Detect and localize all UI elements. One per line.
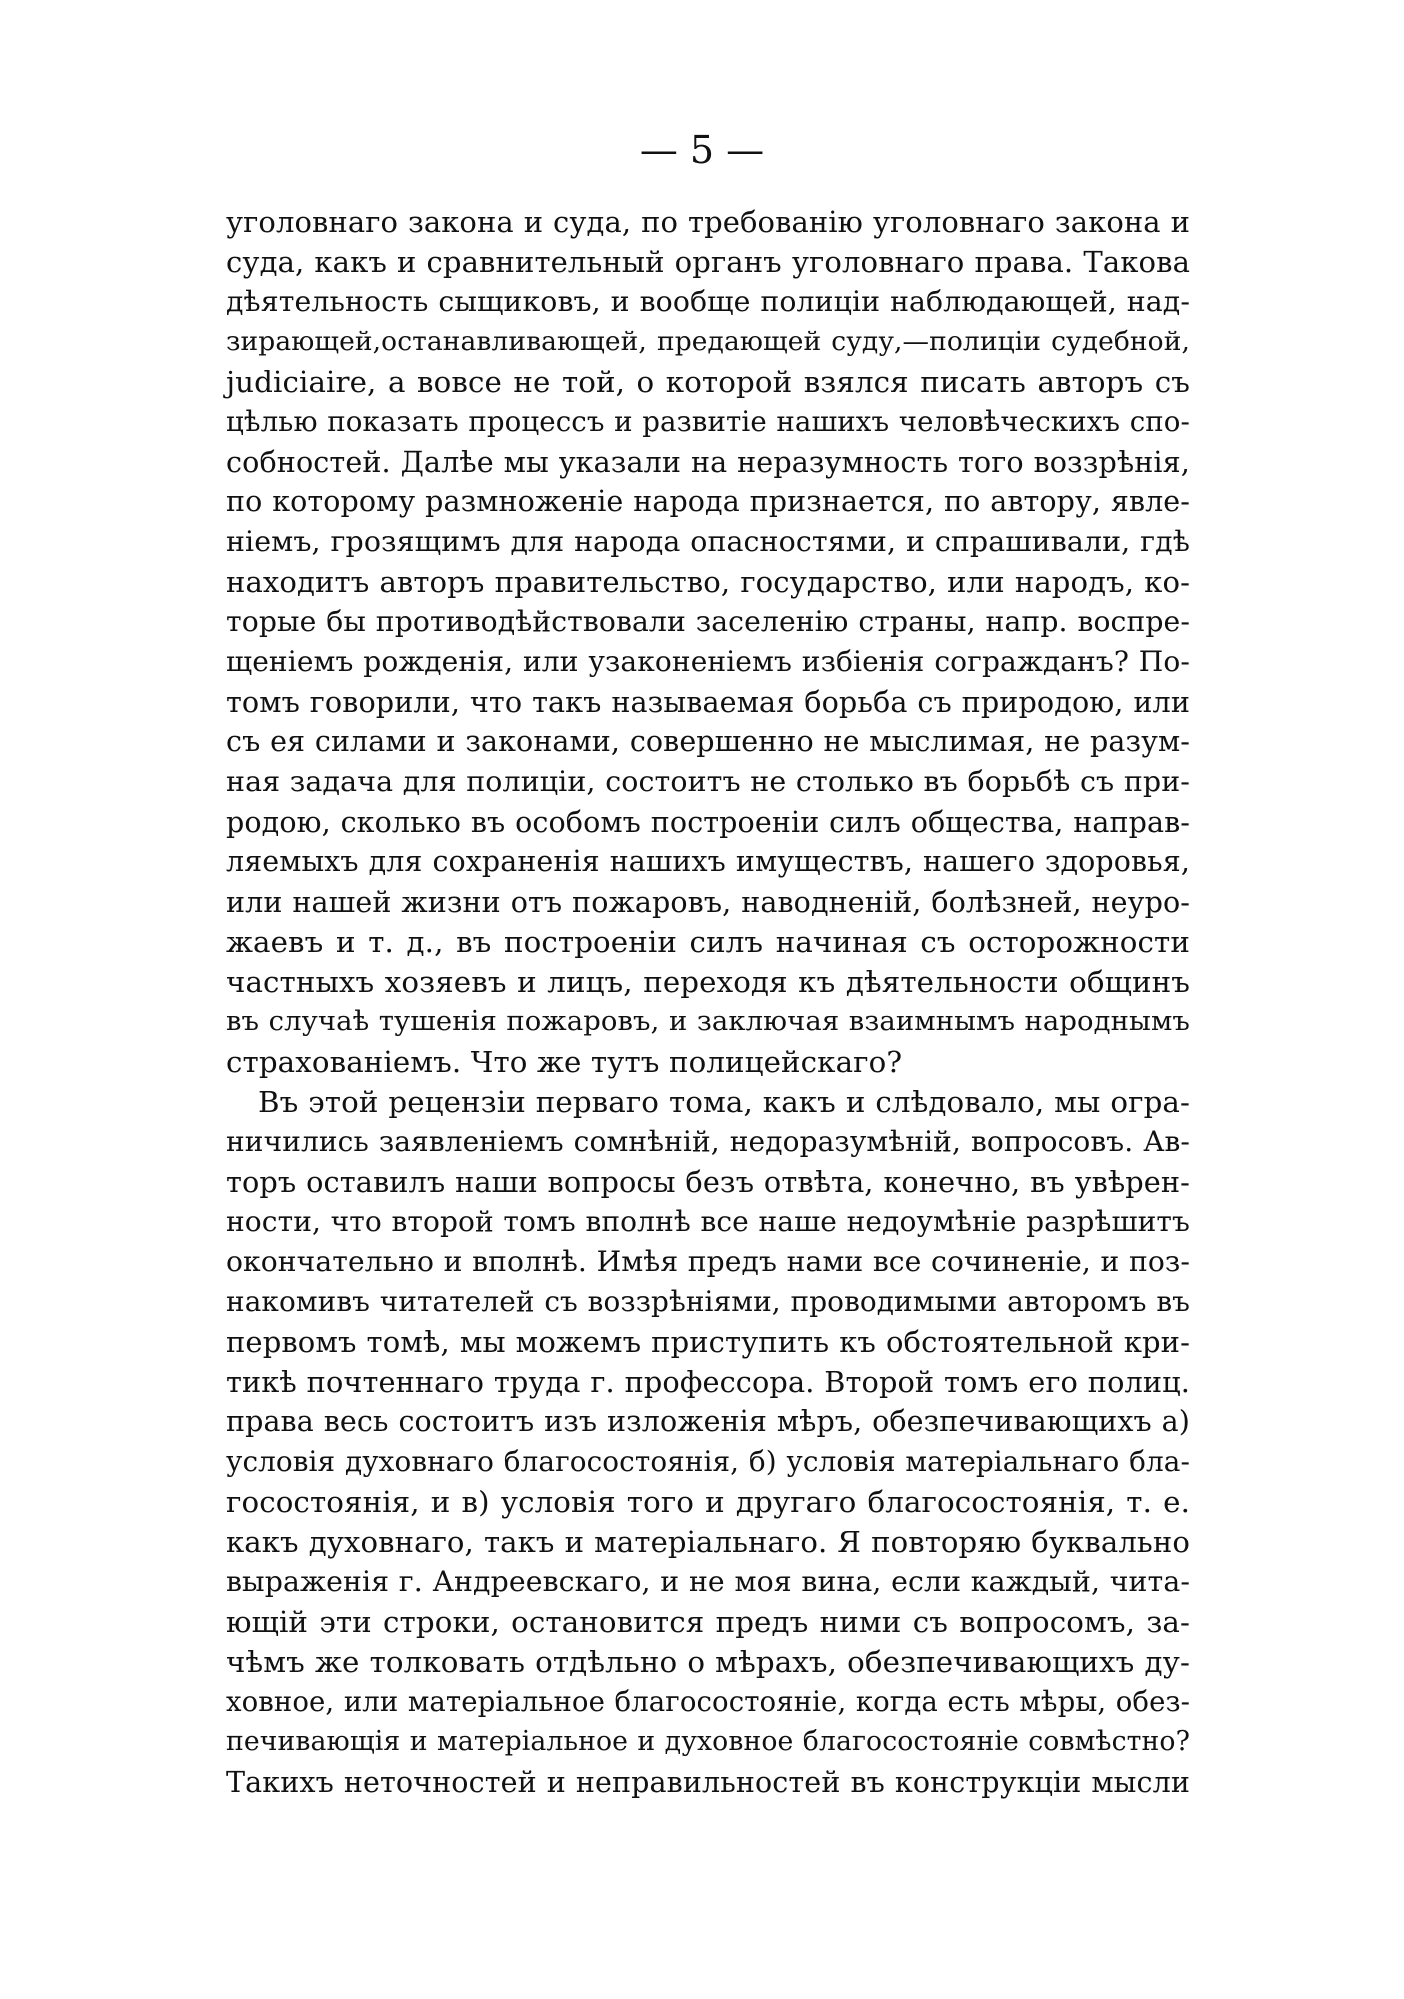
text-line: томъ говорили, что такъ называемая борьба съ природою, или xyxy=(226,685,1190,719)
text-line: judiciaire, а вовсе не той, о которой взялся писать авторъ съ xyxy=(226,365,1190,399)
text-line: жаевъ и т. д., въ построеніи силъ начиная съ осторожности xyxy=(226,925,1190,959)
text-line: первомъ томѣ, мы можемъ приступить къ обстоятельной кри- xyxy=(226,1325,1190,1359)
text-line: родою, сколько въ особомъ построеніи силъ общества, направ- xyxy=(226,805,1190,839)
text-line: торъ оставилъ наши вопросы безъ отвѣта, конечно, въ увѣрен- xyxy=(226,1165,1190,1199)
text-line: выраженія г. Андреевскаго, и не моя вина, если каждый, чита- xyxy=(226,1565,1190,1598)
text-line: дѣятельность сыщиковъ, и вообще полиціи наблюдающей, над- xyxy=(226,285,1190,318)
text-line: ничились заявленіемъ сомнѣній, недоразумѣній, вопросовъ. Ав- xyxy=(226,1125,1190,1158)
text-line: цѣлью показать процессъ и развитіе нашихъ человѣческихъ спо- xyxy=(226,405,1190,438)
text-line: ніемъ, грозящимъ для народа опасностями, и спрашивали, гдѣ xyxy=(226,525,1190,558)
text-line: по которому размноженіе народа признается, по автору, явле- xyxy=(226,485,1190,518)
text-line: собностей. Далѣе мы указали на неразумность того воззрѣнія, xyxy=(226,445,1190,479)
body-text xyxy=(226,202,1190,1802)
text-line: накомивъ читателей съ воззрѣніями, проводимыми авторомъ въ xyxy=(226,1285,1190,1318)
text-line: уголовнаго закона и суда, по требованію уголовнаго закона и xyxy=(226,205,1190,239)
text-line: ховное, или матеріальное благосостояніе, когда есть мѣры, обез- xyxy=(226,1686,1190,1718)
text-line: ная задача для полиціи, состоитъ не столько въ борьбѣ съ при- xyxy=(226,765,1190,798)
text-line: страхованіемъ. Что же тутъ полицейскаго? xyxy=(226,1045,903,1079)
text-line: ности, что второй томъ вполнѣ все наше недоумѣніе разрѣшитъ xyxy=(226,1205,1190,1238)
text-line: частныхъ хозяевъ и лицъ, переходя къ дѣятельности общинъ xyxy=(226,965,1190,999)
page-number: — 5 — xyxy=(639,128,765,172)
text-line: тикѣ почтеннаго труда г. профессора. Второй томъ его полиц. xyxy=(226,1365,1190,1399)
text-line: суда, какъ и сравнительный органъ уголовнаго права. Такова xyxy=(226,245,1190,279)
text-line: въ случаѣ тушенія пожаровъ, и заключая взаимнымъ народнымъ xyxy=(226,1006,1190,1037)
text-line: торые бы противодѣйствовали заселенію страны, напр. воспре- xyxy=(226,605,1190,638)
text-line: печивающія и матеріальное и духовное благосостояніе совмѣстно? xyxy=(226,1726,1190,1757)
text-line: ляемыхъ для сохраненія нашихъ имуществъ, нашего здоровья, xyxy=(226,845,1190,878)
text-line: Въ этой рецензіи перваго тома, какъ и слѣдовало, мы огра- xyxy=(258,1085,1190,1119)
text-line: чѣмъ же толковать отдѣльно о мѣрахъ, обезпечивающихъ ду- xyxy=(226,1645,1190,1679)
text-line: Такихъ неточностей и неправильностей въ конструкціи мысли xyxy=(226,1765,1190,1799)
text-line: зирающей,останавливающей, предающей суду,—полиціи судебной, xyxy=(226,326,1190,357)
text-line: условія духовнаго благосостоянія, б) условія матеріальнаго бла- xyxy=(226,1445,1190,1478)
text-line: находитъ авторъ правительство, государство, или народъ, ко- xyxy=(226,565,1190,599)
text-line: госостоянія, и в) условія того и другаго благосостоянія, т. е. xyxy=(226,1485,1190,1519)
text-line: права весь состоитъ изъ изложенія мѣръ, обезпечивающихъ а) xyxy=(226,1405,1190,1438)
text-line: съ ея силами и законами, совершенно не мыслимая, не разум- xyxy=(226,725,1190,758)
text-line: или нашей жизни отъ пожаровъ, наводненій, болѣзней, неуро- xyxy=(226,885,1190,919)
text-line: окончательно и вполнѣ. Имѣя предъ нами все сочиненіе, и поз- xyxy=(226,1245,1190,1278)
text-line: какъ духовнаго, такъ и матеріальнаго. Я повторяю буквально xyxy=(226,1525,1190,1559)
text-line: ющій эти строки, остановится предъ ними съ вопросомъ, за- xyxy=(226,1605,1190,1639)
text-line: щеніемъ рожденія, или узаконеніемъ избіенія согражданъ? По- xyxy=(226,645,1190,678)
